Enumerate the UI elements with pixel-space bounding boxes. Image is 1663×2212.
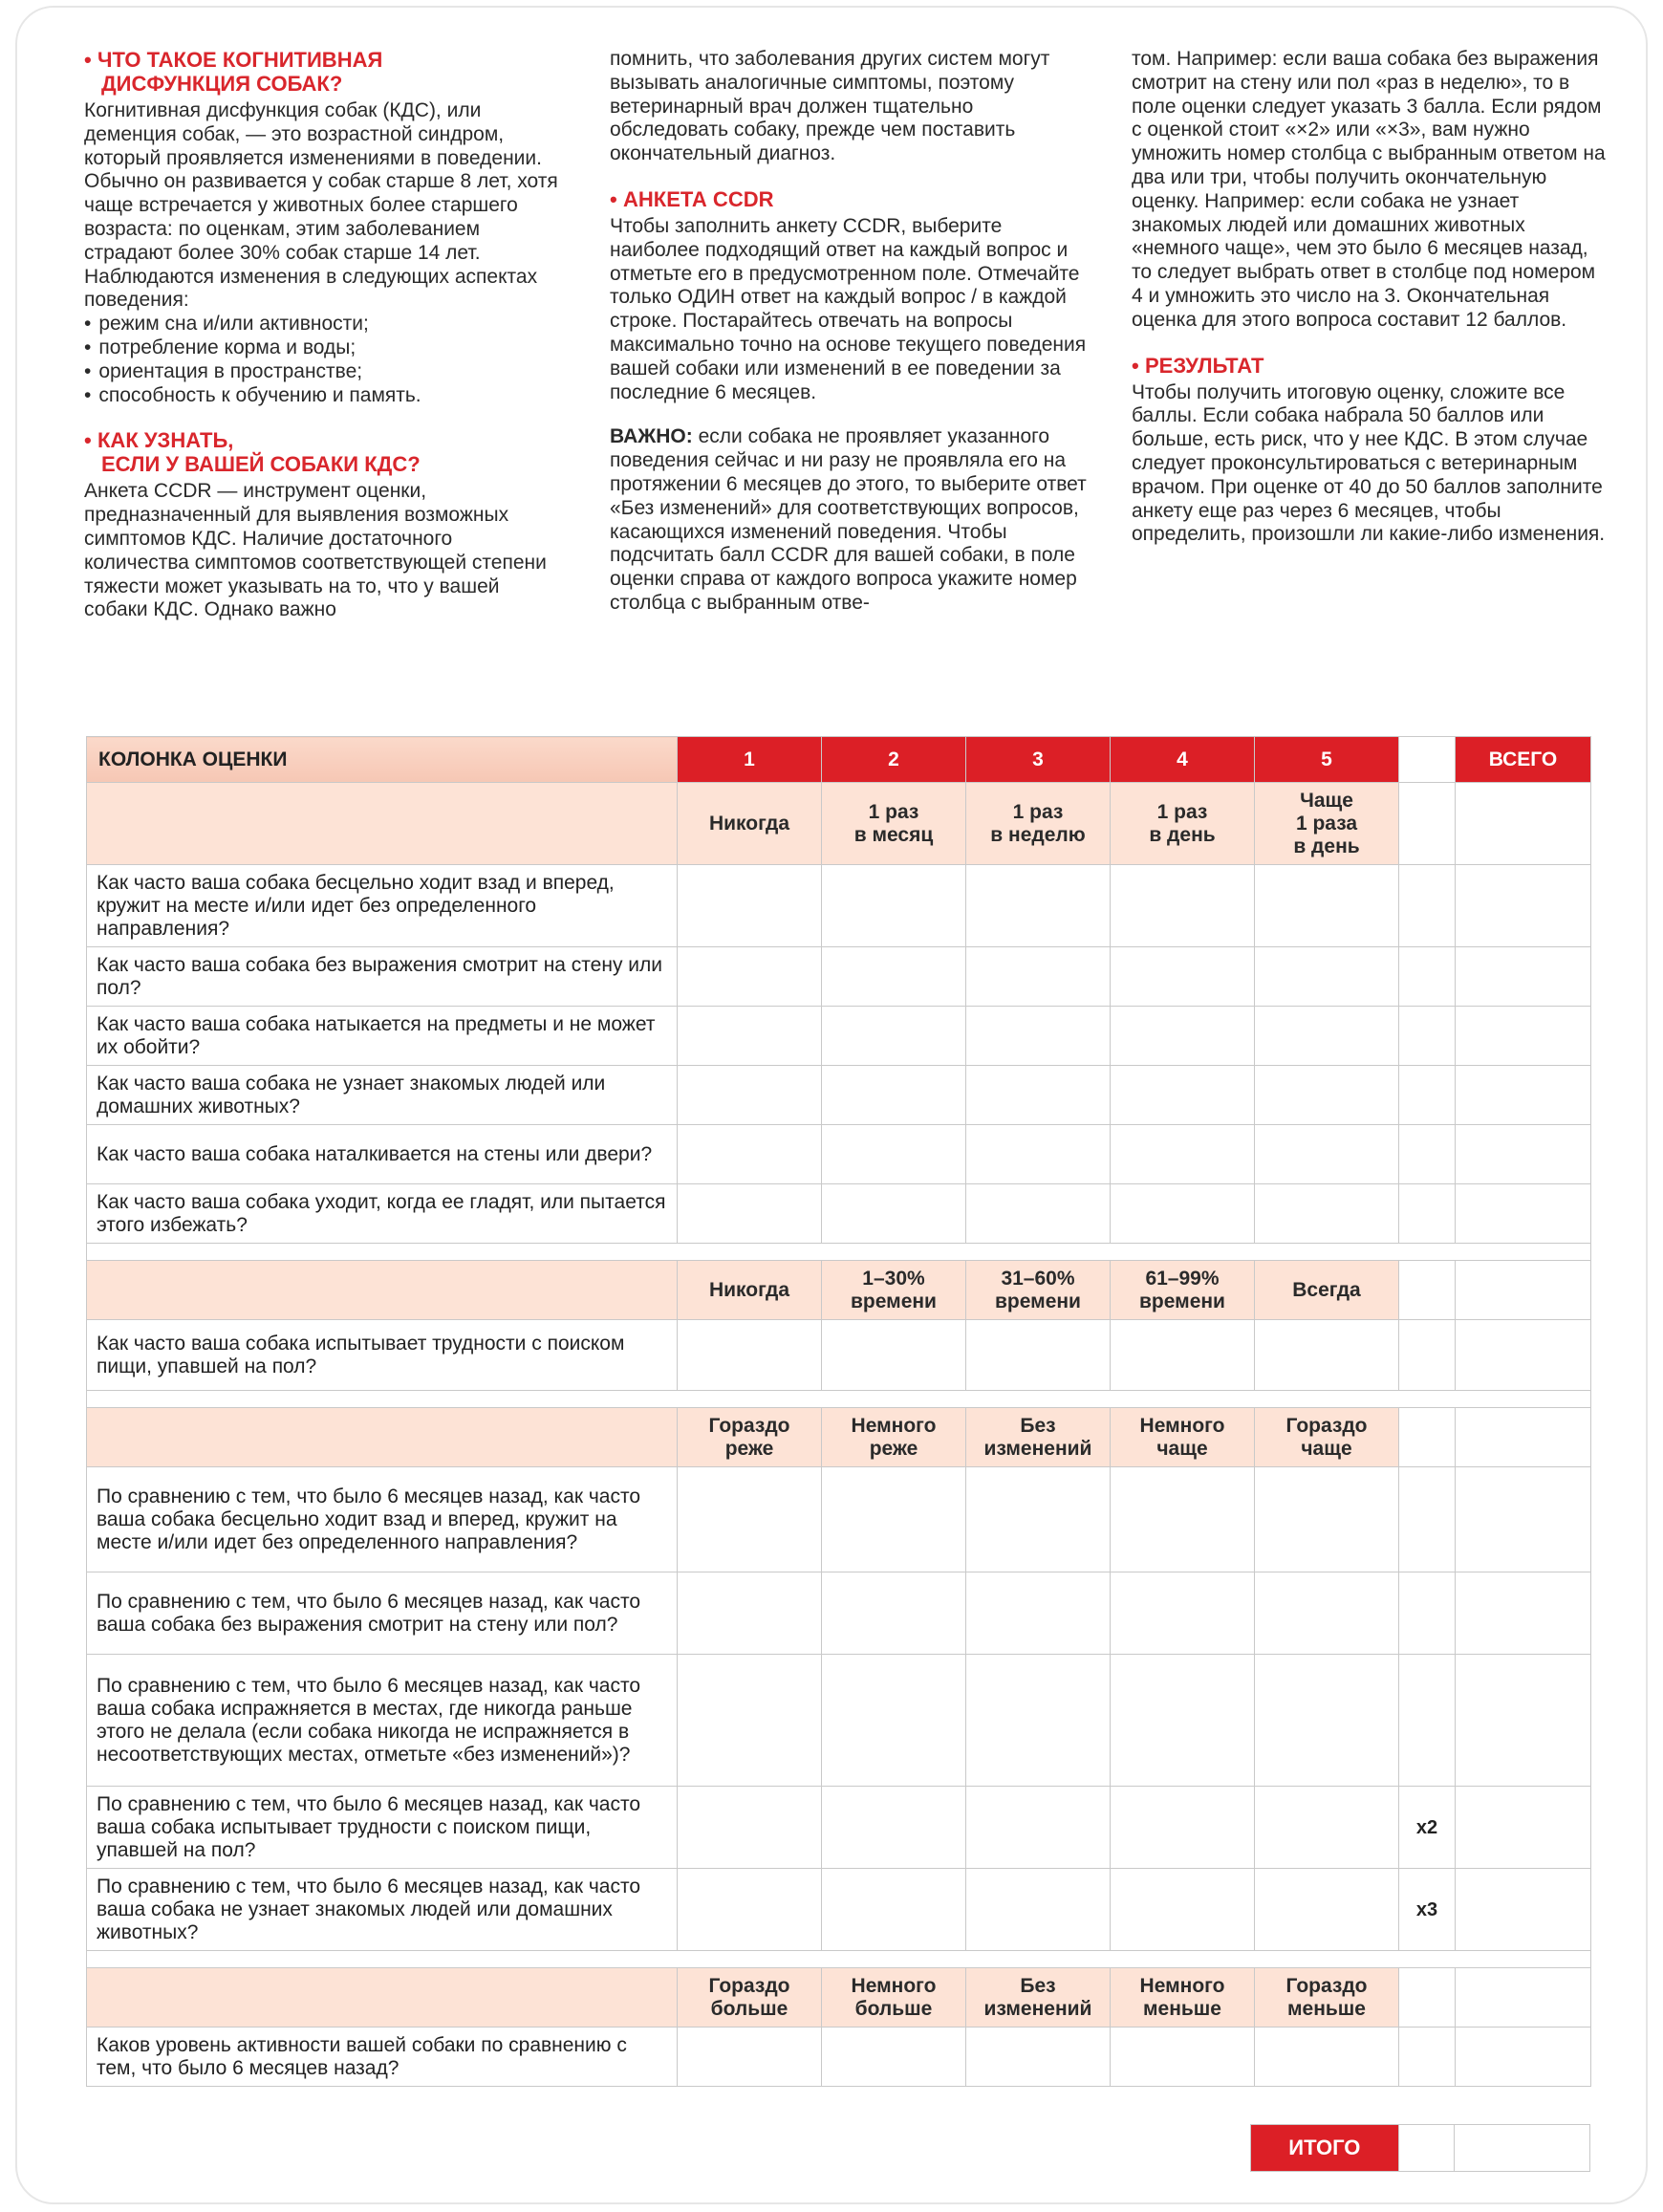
result-text: Чтобы получить итоговую оценку, сложите все баллы. Если собака набрала 50 баллов или больше, есть риск, что у нее КДС. В этом случае следует проконсультироваться с ветеринарным врачом. При оценке от 40 до 50 баллов заполните анкету еще раз через 6 месяцев, чтобы определить, произошли ли какие-либо изменения. bbox=[1132, 380, 1606, 546]
answer-option-label: 61–99% времени bbox=[1111, 1261, 1255, 1320]
multiplier-cell: x2 bbox=[1399, 1787, 1456, 1869]
column-number-5: 5 bbox=[1255, 737, 1399, 783]
answer-option-label: 1–30% времени bbox=[822, 1261, 966, 1320]
multiplier-cell bbox=[1399, 1320, 1456, 1391]
list-item: • ориентация в пространстве; bbox=[84, 360, 562, 384]
question-row bbox=[87, 1184, 1591, 1244]
question-row bbox=[87, 947, 1591, 1007]
answer-checkbox-cell[interactable] bbox=[822, 1572, 966, 1655]
separator-cell bbox=[87, 1391, 1591, 1408]
answer-checkbox-cell[interactable] bbox=[822, 865, 966, 947]
options-row-label-cell bbox=[87, 783, 678, 865]
answer-checkbox-cell[interactable] bbox=[822, 1125, 966, 1184]
score-input-cell[interactable] bbox=[1456, 1655, 1591, 1787]
answer-checkbox-cell[interactable] bbox=[966, 1125, 1111, 1184]
what-is-text: Когнитивная дисфункция собак (КДС), или деменция собак, — это возрастной синдром, который проявляется изменениями в поведении. Обычно он развивается у собак старше 8 лет, хотя чаще встречается у животных более старшего возраста: по оценкам, этим заболеванием страдают более 30% собак старше 14 лет. Наблюдаются изменения в следующих аспектах поведения: bbox=[84, 99, 558, 312]
answer-checkbox-cell[interactable] bbox=[1255, 1869, 1399, 1951]
answer-checkbox-cell[interactable] bbox=[1255, 1320, 1399, 1391]
text-column-3 bbox=[1132, 48, 1609, 547]
column-number-1: 1 bbox=[678, 737, 822, 783]
question-text: Как часто ваша собака наталкивается на стены или двери? bbox=[87, 1125, 678, 1184]
list-item: • потребление корма и воды; bbox=[84, 336, 562, 360]
answer-checkbox-cell[interactable] bbox=[1111, 1655, 1255, 1787]
answer-option-label: 31–60% времени bbox=[966, 1261, 1111, 1320]
answer-checkbox-cell[interactable] bbox=[1111, 1007, 1255, 1066]
answer-checkbox-cell[interactable] bbox=[1111, 1066, 1255, 1125]
question-row bbox=[87, 1787, 1591, 1869]
answer-option-label: Без изменений bbox=[966, 1408, 1111, 1467]
important-label: ВАЖНО: bbox=[610, 425, 693, 448]
list-item: • режим сна и/или активности; bbox=[84, 313, 562, 336]
answer-checkbox-cell[interactable] bbox=[966, 1787, 1111, 1869]
score-input-cell[interactable] bbox=[1456, 1869, 1591, 1951]
answer-checkbox-cell[interactable] bbox=[822, 1066, 966, 1125]
answer-checkbox-cell[interactable] bbox=[678, 1184, 822, 1244]
answer-option-label: Никогда bbox=[678, 783, 822, 865]
col3-intro-text: том. Например: если ваша собака без выражения смотрит на стену или пол «раз в неделю», то в поле оценки следует указать 3 балла. Если рядом с оценкой стоит «×2» или «×3», вам нужно умножить номер столбца с выбранным ответом на два или три, чтобы получить окончательную оценку. Например: если собака не узнает знакомых людей или домашних животных «немного чаще», чем это было 6 месяцев назад, то следует выбрать ответ в столбце под номером 4 и умножить это число на 3. Окончательная оценка для этого вопроса составит 12 баллов. bbox=[1132, 48, 1606, 331]
section-heading-how-to-know: • КАК УЗНАТЬ, ЕСЛИ У ВАШЕЙ СОБАКИ КДС? bbox=[84, 428, 421, 477]
total-cell bbox=[1456, 1408, 1591, 1467]
answer-checkbox-cell[interactable] bbox=[678, 1320, 822, 1391]
ccdr-text: Чтобы заполнить анкету CCDR, выберите наиболее подходящий ответ на каждый вопрос и отметьте его в предусмотренном поле. Отмечайте только ОДИН ответ на каждый вопрос / в каждой строке. Постарайтесь отвечать на вопросы максимально точно на основе текущего поведения вашей собаки или изменений в ее поведении за последние 6 месяцев. bbox=[610, 214, 1087, 403]
answer-checkbox-cell[interactable] bbox=[1255, 1184, 1399, 1244]
answer-checkbox-cell[interactable] bbox=[1111, 2028, 1255, 2087]
answer-checkbox-cell[interactable] bbox=[1255, 947, 1399, 1007]
multiplier-cell bbox=[1399, 1467, 1456, 1572]
answer-option-label: Без изменений bbox=[966, 1968, 1111, 2028]
answer-checkbox-cell[interactable] bbox=[1111, 1869, 1255, 1951]
answer-checkbox-cell[interactable] bbox=[822, 1869, 966, 1951]
multiplier-cell bbox=[1399, 1968, 1456, 2028]
answer-checkbox-cell[interactable] bbox=[678, 1572, 822, 1655]
question-text: По сравнению с тем, что было 6 месяцев назад, как часто ваша собака без выражения смотрит на стену или пол? bbox=[87, 1572, 678, 1655]
answer-checkbox-cell[interactable] bbox=[678, 2028, 822, 2087]
question-text: По сравнению с тем, что было 6 месяцев назад, как часто ваша собака испытывает трудности с поиском пищи, упавшей на пол? bbox=[87, 1787, 678, 1869]
question-row bbox=[87, 1007, 1591, 1066]
answer-checkbox-cell[interactable] bbox=[1111, 1184, 1255, 1244]
answer-checkbox-cell[interactable] bbox=[678, 1125, 822, 1184]
list-item: • способность к обучению и память. bbox=[84, 384, 562, 408]
score-input-cell[interactable] bbox=[1456, 1066, 1591, 1125]
text-column-1 bbox=[84, 48, 562, 622]
question-row bbox=[87, 2028, 1591, 2087]
score-input-cell[interactable] bbox=[1456, 1787, 1591, 1869]
important-text: если собака не проявляет указанного поведения сейчас и ни разу не проявляла его на протяжении 6 месяцев до этого, то выберите ответ «Без изменений» для соответствующих вопросов, касающихся изменений поведения. Чтобы подсчитать балл CCDR для вашей собаки, в поле оценки справа от каждого вопроса укажите номер столбца с выбранным отве- bbox=[610, 425, 1087, 614]
answer-checkbox-cell[interactable] bbox=[966, 1467, 1111, 1572]
answer-option-label: Немного меньше bbox=[1111, 1968, 1255, 2028]
score-input-cell[interactable] bbox=[1456, 1125, 1591, 1184]
multiplier-cell bbox=[1399, 1655, 1456, 1787]
total-column-label: ВСЕГО bbox=[1456, 737, 1591, 783]
answer-checkbox-cell[interactable] bbox=[822, 2028, 966, 2087]
answer-checkbox-cell[interactable] bbox=[1255, 1572, 1399, 1655]
score-input-cell[interactable] bbox=[1456, 1007, 1591, 1066]
answer-option-label: Гораздо меньше bbox=[1255, 1968, 1399, 2028]
separator-cell bbox=[87, 1244, 1591, 1261]
options-row-label-cell bbox=[87, 1968, 678, 2028]
score-input-cell[interactable] bbox=[1456, 2028, 1591, 2087]
answer-checkbox-cell[interactable] bbox=[966, 865, 1111, 947]
answer-options-row bbox=[87, 783, 1591, 865]
answer-checkbox-cell[interactable] bbox=[678, 1066, 822, 1125]
answer-checkbox-cell[interactable] bbox=[1111, 1320, 1255, 1391]
ccdr-score-table bbox=[86, 736, 1591, 2087]
answer-checkbox-cell[interactable] bbox=[822, 1320, 966, 1391]
answer-checkbox-cell[interactable] bbox=[1255, 1066, 1399, 1125]
answer-checkbox-cell[interactable] bbox=[966, 1184, 1111, 1244]
itogo-blank bbox=[1398, 2125, 1455, 2172]
question-text: Как часто ваша собака не узнает знакомых людей или домашних животных? bbox=[87, 1066, 678, 1125]
answer-checkbox-cell[interactable] bbox=[822, 1184, 966, 1244]
answer-checkbox-cell[interactable] bbox=[678, 947, 822, 1007]
options-row-label-cell bbox=[87, 1408, 678, 1467]
question-row bbox=[87, 1655, 1591, 1787]
answer-checkbox-cell[interactable] bbox=[678, 1787, 822, 1869]
answer-checkbox-cell[interactable] bbox=[966, 1320, 1111, 1391]
question-text: Каков уровень активности вашей собаки по сравнению с тем, что было 6 месяцев назад? bbox=[87, 2028, 678, 2087]
answer-checkbox-cell[interactable] bbox=[966, 1066, 1111, 1125]
group-separator-row bbox=[87, 1951, 1591, 1968]
answer-checkbox-cell[interactable] bbox=[822, 1467, 966, 1572]
answer-option-label: 1 раз в месяц bbox=[822, 783, 966, 865]
group-separator-row bbox=[87, 1391, 1591, 1408]
question-row bbox=[87, 1467, 1591, 1572]
answer-checkbox-cell[interactable] bbox=[966, 1655, 1111, 1787]
table-header-row bbox=[87, 737, 1591, 783]
answer-checkbox-cell[interactable] bbox=[1255, 1125, 1399, 1184]
question-row bbox=[87, 1572, 1591, 1655]
answer-checkbox-cell[interactable] bbox=[822, 1655, 966, 1787]
multiplier-cell bbox=[1399, 1572, 1456, 1655]
answer-checkbox-cell[interactable] bbox=[678, 1655, 822, 1787]
score-input-cell[interactable] bbox=[1456, 865, 1591, 947]
answer-checkbox-cell[interactable] bbox=[1255, 1655, 1399, 1787]
answer-checkbox-cell[interactable] bbox=[1255, 865, 1399, 947]
section-heading-what-is: • ЧТО ТАКОЕ КОГНИТИВНАЯ ДИСФУНКЦИЯ СОБАК? bbox=[84, 48, 383, 96]
answer-option-label: 1 раз в неделю bbox=[966, 783, 1111, 865]
answer-checkbox-cell[interactable] bbox=[822, 947, 966, 1007]
multiplier-header bbox=[1399, 737, 1456, 783]
score-column-label: КОЛОНКА ОЦЕНКИ bbox=[87, 737, 678, 783]
question-text: Как часто ваша собака натыкается на предметы и не может их обойти? bbox=[87, 1007, 678, 1066]
answer-checkbox-cell[interactable] bbox=[966, 1007, 1111, 1066]
answer-option-label: Гораздо чаще bbox=[1255, 1408, 1399, 1467]
column-number-4: 4 bbox=[1111, 737, 1255, 783]
answer-options-row bbox=[87, 1408, 1591, 1467]
multiplier-cell bbox=[1399, 1066, 1456, 1125]
answer-checkbox-cell[interactable] bbox=[1255, 1467, 1399, 1572]
multiplier-cell bbox=[1399, 1125, 1456, 1184]
multiplier-cell: x3 bbox=[1399, 1869, 1456, 1951]
multiplier-cell bbox=[1399, 783, 1456, 865]
answer-option-label: Гораздо реже bbox=[678, 1408, 822, 1467]
score-input-cell[interactable] bbox=[1456, 1572, 1591, 1655]
answer-checkbox-cell[interactable] bbox=[1111, 1572, 1255, 1655]
answer-checkbox-cell[interactable] bbox=[1111, 1467, 1255, 1572]
section-heading-result: • РЕЗУЛЬТАТ bbox=[1132, 353, 1264, 378]
total-cell bbox=[1456, 783, 1591, 865]
total-cell bbox=[1456, 1968, 1591, 2028]
score-input-cell[interactable] bbox=[1456, 1467, 1591, 1572]
answer-checkbox-cell[interactable] bbox=[678, 1869, 822, 1951]
question-text: Как часто ваша собака без выражения смотрит на стену или пол? bbox=[87, 947, 678, 1007]
answer-options-row bbox=[87, 1261, 1591, 1320]
total-cell bbox=[1456, 1261, 1591, 1320]
column-number-3: 3 bbox=[966, 737, 1111, 783]
answer-checkbox-cell[interactable] bbox=[1111, 1787, 1255, 1869]
important-note bbox=[610, 425, 1088, 615]
column-number-2: 2 bbox=[822, 737, 966, 783]
answer-checkbox-cell[interactable] bbox=[1255, 2028, 1399, 2087]
options-row-label-cell bbox=[87, 1261, 678, 1320]
answer-options-row bbox=[87, 1968, 1591, 2028]
separator-cell bbox=[87, 1951, 1591, 1968]
answer-option-label: Чаще 1 раза в день bbox=[1255, 783, 1399, 865]
multiplier-cell bbox=[1399, 2028, 1456, 2087]
question-row bbox=[87, 1125, 1591, 1184]
answer-option-label: 1 раз в день bbox=[1111, 783, 1255, 865]
answer-checkbox-cell[interactable] bbox=[822, 1787, 966, 1869]
question-text: Как часто ваша собака бесцельно ходит взад и вперед, кружит на месте и/или идет без определенного направления? bbox=[87, 865, 678, 947]
answer-checkbox-cell[interactable] bbox=[1111, 947, 1255, 1007]
answer-option-label: Гораздо больше bbox=[678, 1968, 822, 2028]
question-row bbox=[87, 865, 1591, 947]
itogo-label: ИТОГО bbox=[1251, 2125, 1399, 2172]
itogo-row bbox=[1250, 2124, 1590, 2172]
group-separator-row bbox=[87, 1244, 1591, 1261]
answer-checkbox-cell[interactable] bbox=[1255, 1787, 1399, 1869]
question-text: Как часто ваша собака уходит, когда ее гладят, или пытается этого избежать? bbox=[87, 1184, 678, 1244]
answer-option-label: Никогда bbox=[678, 1261, 822, 1320]
answer-checkbox-cell[interactable] bbox=[966, 2028, 1111, 2087]
multiplier-cell bbox=[1399, 1408, 1456, 1467]
multiplier-cell bbox=[1399, 1007, 1456, 1066]
question-row bbox=[87, 1066, 1591, 1125]
text-column-2 bbox=[610, 48, 1088, 616]
answer-checkbox-cell[interactable] bbox=[822, 1007, 966, 1066]
section-heading-ccdr: • АНКЕТА CCDR bbox=[610, 186, 774, 211]
answer-checkbox-cell[interactable] bbox=[678, 865, 822, 947]
question-text: По сравнению с тем, что было 6 месяцев назад, как часто ваша собака бесцельно ходит взад и вперед, кружит на месте и/или идет без определенного направления? bbox=[87, 1467, 678, 1572]
score-input-cell[interactable] bbox=[1456, 947, 1591, 1007]
question-text: По сравнению с тем, что было 6 месяцев назад, как часто ваша собака испражняется в местах, где никогда раньше этого не делала (если собака никогда не испражняется в несоответствующих местах, отметьте «без изменений»)? bbox=[87, 1655, 678, 1787]
answer-checkbox-cell[interactable] bbox=[1111, 865, 1255, 947]
answer-checkbox-cell[interactable] bbox=[678, 1007, 822, 1066]
multiplier-cell bbox=[1399, 865, 1456, 947]
question-text: Как часто ваша собака испытывает трудности с поиском пищи, упавшей на пол? bbox=[87, 1320, 678, 1391]
answer-checkbox-cell[interactable] bbox=[1111, 1125, 1255, 1184]
answer-checkbox-cell[interactable] bbox=[678, 1467, 822, 1572]
itogo-total-field[interactable] bbox=[1455, 2125, 1590, 2172]
question-row bbox=[87, 1869, 1591, 1951]
behavior-aspects-list bbox=[84, 313, 562, 407]
answer-checkbox-cell[interactable] bbox=[966, 1869, 1111, 1951]
score-input-cell[interactable] bbox=[1456, 1320, 1591, 1391]
answer-option-label: Немного больше bbox=[822, 1968, 966, 2028]
answer-option-label: Немного чаще bbox=[1111, 1408, 1255, 1467]
multiplier-cell bbox=[1399, 1184, 1456, 1244]
multiplier-cell bbox=[1399, 947, 1456, 1007]
answer-option-label: Всегда bbox=[1255, 1261, 1399, 1320]
score-input-cell[interactable] bbox=[1456, 1184, 1591, 1244]
question-text: По сравнению с тем, что было 6 месяцев назад, как часто ваша собака не узнает знакомых людей или домашних животных? bbox=[87, 1869, 678, 1951]
question-row bbox=[87, 1320, 1591, 1391]
multiplier-cell bbox=[1399, 1261, 1456, 1320]
answer-option-label: Немного реже bbox=[822, 1408, 966, 1467]
answer-checkbox-cell[interactable] bbox=[966, 947, 1111, 1007]
col2-intro-text: помнить, что заболевания других систем могут вызывать аналогичные симптомы, поэтому ветеринарный врач должен тщательно обследовать собаку, прежде чем поставить окончательный диагноз. bbox=[610, 48, 1050, 165]
answer-checkbox-cell[interactable] bbox=[966, 1572, 1111, 1655]
answer-checkbox-cell[interactable] bbox=[1255, 1007, 1399, 1066]
how-to-know-text: Анкета CCDR — инструмент оценки, предназначенный для выявления возможных симптомов КДС. Наличие достаточного количества симптомов соответствующей степени тяжести может указывать на то, что у вашей собаки КДС. Однако важно bbox=[84, 480, 547, 621]
